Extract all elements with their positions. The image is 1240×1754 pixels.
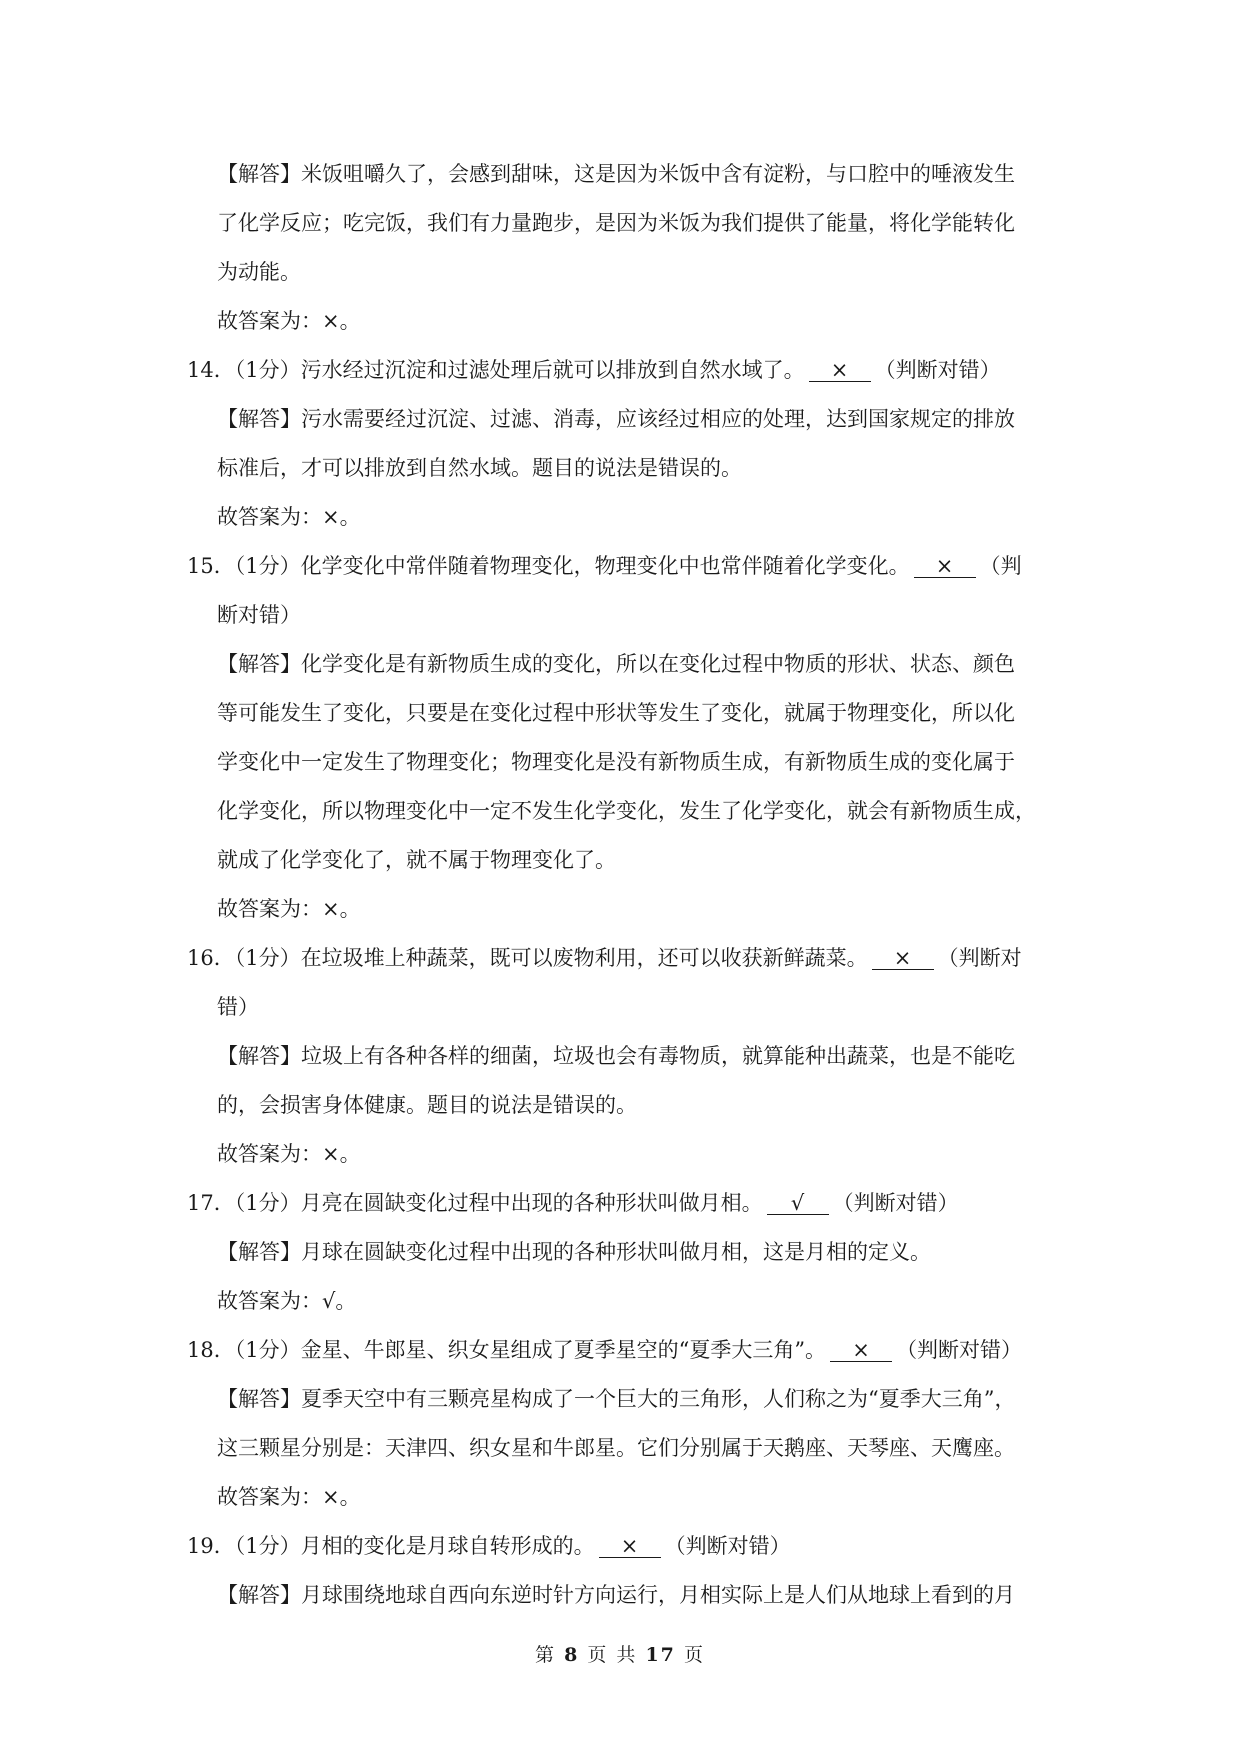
answer-blank: × [830,1339,892,1362]
explanation-line: 学变化中一定发生了物理变化；物理变化是没有新物质生成，有新物质生成的变化属于 [217,750,1015,774]
answer-content [187,150,1067,1620]
footer-prefix: 第 [535,1644,557,1666]
question-text: 17．（1分）月亮在圆缺变化过程中出现的各种形状叫做月相。 [187,1191,763,1215]
answer-line: 故答案为：×。 [217,1485,361,1509]
explanation-line: 【解答】月球在圆缺变化过程中出现的各种形状叫做月相，这是月相的定义。 [217,1240,931,1264]
question-14 [187,346,1067,395]
explanation-line: 【解答】污水需要经过沉淀、过滤、消毒，应该经过相应的处理，达到国家规定的排放 [217,407,1015,431]
question-continuation: 错） [217,995,259,1019]
answer-blank: × [599,1535,661,1558]
explanation-line: 【解答】月球围绕地球自西向东逆时针方向运行，月相实际上是人们从地球上看到的月 [217,1583,1015,1607]
explanation-line: 等可能发生了变化，只要是在变化过程中形状等发生了变化，就属于物理变化，所以化 [217,701,1015,725]
question-text: 14．（1分）污水经过沉淀和过滤处理后就可以排放到自然水域了。 [187,358,805,382]
explanation-line: 这三颗星分别是：天津四、织女星和牛郎星。它们分别属于天鹅座、天琴座、天鹰座。 [217,1436,1015,1460]
explanation-line: 为动能。 [217,260,301,284]
question-tail: （判断对错） [896,1338,1023,1362]
question-tail: （判断对 [937,946,1022,970]
explanation-line: 【解答】化学变化是有新物质生成的变化，所以在变化过程中物质的形状、状态、颜色 [217,652,1015,676]
answer-line: 故答案为：×。 [217,309,361,333]
total-pages: 17 [645,1644,676,1666]
explanation-line: 化学变化，所以物理变化中一定不发生化学变化，发生了化学变化，就会有新物质生成， [217,799,1036,823]
question-tail: （判断对错） [664,1534,791,1558]
page-footer [0,1640,1240,1667]
question-tail: （判 [979,554,1022,578]
explanation-line: 的，会损害身体健康。题目的说法是错误的。 [217,1093,637,1117]
answer-blank: √ [767,1192,829,1215]
question-17 [187,1179,1067,1228]
answer-blank: × [872,947,934,970]
question-15 [187,542,1067,591]
answer-line: 故答案为：×。 [217,1142,361,1166]
question-tail: （判断对错） [832,1191,959,1215]
answer-line: 故答案为：×。 [217,897,361,921]
answer-blank: × [914,555,976,578]
answer-line: 故答案为：√。 [217,1289,357,1313]
explanation-line: 【解答】垃圾上有各种各样的细菌，垃圾也会有毒物质，就算能种出蔬菜，也是不能吃 [217,1044,1015,1068]
question-18 [187,1326,1067,1375]
question-text: 15．（1分）化学变化中常伴随着物理变化，物理变化中也常伴随着化学变化。 [187,554,910,578]
explanation-line: 就成了化学变化了，就不属于物理变化了。 [217,848,616,872]
question-text: 18．（1分）金星、牛郎星、织女星组成了夏季星空的“夏季大三角”。 [187,1338,827,1362]
question-16 [187,934,1067,983]
explanation-line: 了化学反应；吃完饭，我们有力量跑步，是因为米饭为我们提供了能量，将化学能转化 [217,211,1015,235]
footer-mid: 页 共 [587,1644,638,1666]
explanation-line: 【解答】米饭咀嚼久了，会感到甜味，这是因为米饭中含有淀粉，与口腔中的唾液发生 [217,162,1015,186]
explanation-line: 【解答】夏季天空中有三颗亮星构成了一个巨大的三角形，人们称之为“夏季大三角”， [217,1387,1016,1411]
current-page-number: 8 [564,1644,580,1666]
question-text: 16．（1分）在垃圾堆上种蔬菜，既可以废物利用，还可以收获新鲜蔬菜。 [187,946,868,970]
question-tail: （判断对错） [874,358,1001,382]
explanation-line: 标准后，才可以排放到自然水域。题目的说法是错误的。 [217,456,742,480]
answer-blank: × [809,359,871,382]
answer-line: 故答案为：×。 [217,505,361,529]
question-continuation: 断对错） [217,603,301,627]
footer-suffix: 页 [683,1644,705,1666]
question-19 [187,1522,1067,1571]
question-text: 19．（1分）月相的变化是月球自转形成的。 [187,1534,595,1558]
